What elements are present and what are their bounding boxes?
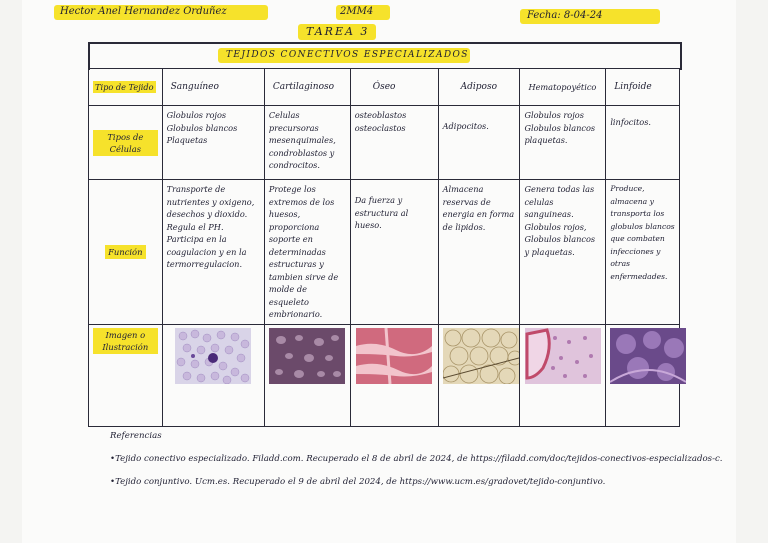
column-header: Cartilaginoso bbox=[264, 69, 350, 106]
adipose-tissue-image bbox=[443, 328, 519, 384]
image-cell bbox=[438, 324, 520, 426]
image-cell bbox=[606, 324, 680, 426]
table-cell: Celulas precursoras mesenquimales, condroblastos y condrocitos. bbox=[264, 106, 350, 180]
tissue-table bbox=[88, 68, 680, 427]
reference-item: •Tejido conectivo especializado. Filadd.com. Recuperado el 8 de abril de 2024, de https://filadd.com/doc/tejidos-conectivos-especializados-c. bbox=[110, 454, 723, 464]
image-cell bbox=[162, 324, 264, 426]
table-cell: Globulos rojos Globulos blancos Plaquetas bbox=[162, 106, 264, 180]
student-name: Hector Anel Hernandez Orduñez bbox=[60, 6, 227, 17]
table-cell: Globulos rojos Globulos blancos plaquetas. bbox=[520, 106, 606, 180]
lymphoid-tissue-image bbox=[610, 328, 686, 384]
table-cell: Transporte de nutrientes y oxigeno, desechos y dioxido. Regula el PH. Participa en la coagulacion y en la termorregulacion. bbox=[162, 180, 264, 325]
table-cell: Produce, almacena y transporta los globulos blancos que combaten infecciones y otras enfermedades. bbox=[606, 180, 680, 325]
table-cell: Da fuerza y estructura al hueso. bbox=[350, 180, 438, 325]
row-label: Función bbox=[105, 245, 145, 259]
table-title: TEJIDOS CONECTIVOS ESPECIALIZADOS bbox=[226, 50, 469, 60]
row-label-cell bbox=[89, 106, 163, 180]
table-cell: Genera todas las celulas sanguineas. Globulos rojos, Globulos blancos y plaquetas. bbox=[520, 180, 606, 325]
column-header: Hematopoyético bbox=[520, 69, 606, 106]
assignment-title: TAREA 3 bbox=[306, 25, 370, 38]
table-row-function bbox=[89, 180, 680, 325]
column-header: Adiposo bbox=[438, 69, 520, 106]
table-row-cell-types bbox=[89, 106, 680, 180]
references-section bbox=[110, 430, 730, 499]
table-cell: Almacena reservas de energia en forma de lipidos. bbox=[438, 180, 520, 325]
row-label-cell bbox=[89, 180, 163, 325]
table-row-images bbox=[89, 324, 680, 426]
group-code: 2MM4 bbox=[340, 6, 374, 17]
row-label: Tipos de Células bbox=[93, 130, 158, 156]
reference-item: •Tejido conjuntivo. Ucm.es. Recuperado el 9 de abril del 2024, de https://www.ucm.es/gradovet/tejido-conjuntivo. bbox=[110, 477, 606, 487]
table-cell: Adipocitos. bbox=[438, 106, 520, 180]
row-label-cell bbox=[89, 324, 163, 426]
column-header: Óseo bbox=[350, 69, 438, 106]
image-cell bbox=[350, 324, 438, 426]
hematopoietic-tissue-image bbox=[525, 328, 601, 384]
table-cell: osteoblastos osteoclastos bbox=[350, 106, 438, 180]
cartilage-tissue-image bbox=[269, 328, 345, 384]
row-label: Imagen o Ilustración bbox=[93, 328, 158, 354]
table-cell: linfocitos. bbox=[606, 106, 680, 180]
image-cell bbox=[264, 324, 350, 426]
column-header: Linfoide bbox=[606, 69, 680, 106]
corner-cell bbox=[89, 69, 163, 106]
corner-label: Tipo de Tejido bbox=[95, 81, 154, 92]
references-heading: Referencias bbox=[110, 431, 162, 441]
blood-tissue-image bbox=[175, 328, 251, 384]
date: Fecha: 8-04-24 bbox=[527, 10, 603, 21]
table-header-row bbox=[89, 69, 680, 106]
table-cell: Protege los extremos de los huesos, proporciona soporte en determinadas estructuras y tambien sirve de molde de esqueleto embrionario. bbox=[264, 180, 350, 325]
bone-tissue-image bbox=[356, 328, 432, 384]
column-header: Sanguíneo bbox=[162, 69, 264, 106]
image-cell bbox=[520, 324, 606, 426]
